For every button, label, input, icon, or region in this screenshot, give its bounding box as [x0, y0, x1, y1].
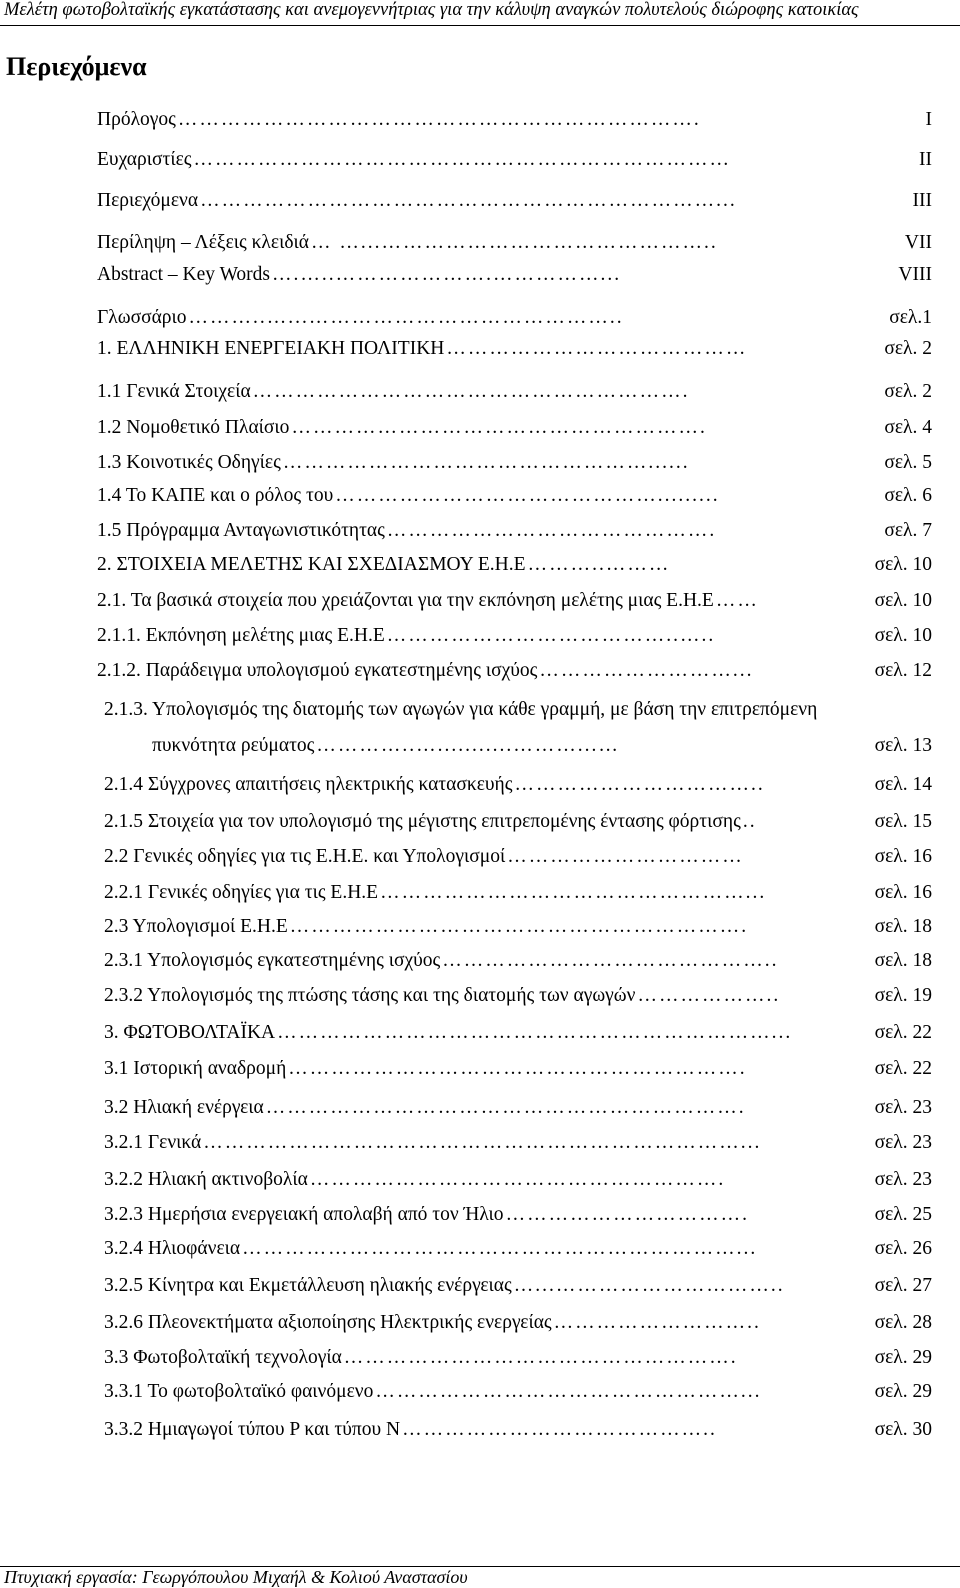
toc-entry-label: 3.2.4 Ηλιοφάνεια: [104, 1238, 241, 1259]
toc-entry-leader: …………………………….: [505, 1204, 749, 1225]
toc-entry: [97, 380, 932, 404]
toc-entry: [97, 484, 932, 508]
toc-entry-label: 3.2.6 Πλεονεκτήματα αξιοποίησης Ηλεκτρικής ενεργείας: [104, 1312, 552, 1333]
toc-entry-leader: ….…..………………….……………...: [272, 264, 622, 285]
toc-entry-leader: ……………………………..: [514, 774, 765, 795]
toc-entry: [104, 1057, 932, 1081]
toc-entry: [104, 1131, 932, 1155]
toc-entry-leader: ……………………………………………….: [343, 1347, 738, 1368]
toc-entry: [104, 1021, 932, 1045]
toc-entry-leader: ………………………………………………………….: [265, 1097, 746, 1118]
footer-text: Πτυχιακή εργασία: Γεωργόπουλου Μιχαήλ & Κολιού Αναστασίου: [4, 1567, 468, 1587]
toc-entry-page: σελ. 22: [874, 1058, 932, 1079]
toc-entry-leader: ………………………………………………….: [309, 1169, 726, 1190]
toc-entry: [97, 553, 932, 577]
toc-entry-label: 1.1 Γενικά Στοιχεία: [97, 381, 251, 402]
toc-entry-label: 2.1.2. Παράδειγμα υπολογισμού εγκατεστημένης ισχύος: [97, 660, 538, 681]
toc-entry-label: 3.1 Ιστορική αναδρομή: [104, 1058, 287, 1079]
toc-entry-label: Περίληψη – Λέξεις κλειδιά: [97, 232, 309, 253]
toc-entry: [97, 231, 932, 255]
toc-entry-page: σελ. 29: [874, 1381, 932, 1402]
toc-entry-leader: ……………………………………………………………...: [277, 1022, 793, 1043]
toc-entry: [97, 589, 932, 613]
toc-entry-page: σελ. 19: [874, 985, 932, 1006]
toc-entry-leader: ……………………………………: [446, 338, 748, 359]
toc-entry-label: 2.1.3. Υπολογισμός της διατομής των αγωγών για κάθε γραμμή, με βάση την επιτρεπόμενη: [104, 699, 818, 720]
toc-entry: [97, 108, 932, 132]
toc-entry: [97, 519, 932, 543]
toc-entry-page: σελ. 27: [874, 1275, 932, 1296]
toc-entry-page: σελ. 23: [874, 1097, 932, 1118]
toc-entry-page: σελ. 16: [874, 846, 932, 867]
toc-entry-label: 1.3 Κοινοτικές Οδηγίες: [97, 452, 281, 473]
toc-entry-page: σελ. 13: [874, 735, 932, 756]
toc-entry: [152, 734, 932, 758]
toc-entry-leader: …………..…...........………...…: [316, 735, 620, 756]
toc-entry-page: σελ. 12: [874, 660, 932, 681]
toc-entry-label: Περιεχόμενα: [97, 190, 199, 211]
toc-entry: [97, 148, 932, 172]
toc-entry-label: 2.1. Τα βασικά στοιχεία που χρειάζονται για την εκπόνηση μελέτης μιας Ε.Η.Ε: [97, 590, 714, 611]
toc-entry-label: Abstract – Key Words: [97, 264, 270, 285]
header-text: Μελέτη φωτοβολταϊκής εγκατάστασης και ανεμογεννήτριας για την κάλυψη αναγκών πολυτελούς διώροφης κατοικίας: [4, 0, 859, 20]
toc-entry-page: σελ. 22: [874, 1022, 932, 1043]
toc-entry-page: σελ. 28: [874, 1312, 932, 1333]
toc-entry-leader: ……………………………………………………………….: [177, 109, 701, 130]
toc-entry: [104, 1346, 932, 1370]
toc-entry-leader: …………………………………………………….: [252, 381, 690, 402]
toc-entry-leader: ……………………………………..: [402, 1419, 717, 1440]
toc-entry: [97, 624, 932, 648]
toc-entry: [104, 1237, 932, 1261]
toc-entry-page: σελ. 23: [874, 1132, 932, 1153]
toc-entry-label: 2.3.2 Υπολογισμός της πτώσης τάσης και της διατομής των αγωγών: [104, 985, 636, 1006]
toc-entry-leader: ………………………………………..: [442, 950, 779, 971]
page-header: [0, 0, 960, 32]
toc-entry-leader: ………..………: [527, 554, 671, 575]
toc-entry: [97, 189, 932, 213]
toc-entry-page: σελ. 30: [874, 1419, 932, 1440]
toc-entry-label: 3.3.1 Το φωτοβολταϊκό φαινόμενο: [104, 1381, 374, 1402]
toc-entry: [104, 984, 932, 1008]
toc-entry-label: Πρόλογος: [97, 109, 176, 130]
toc-entry-label: 2.3.1 Υπολογισμός εγκατεστημένης ισχύος: [104, 950, 441, 971]
toc-entry-label: 3.3 Φωτοβολταϊκή τεχνολογία: [104, 1347, 342, 1368]
header-divider: [0, 25, 960, 26]
toc-entry-leader: …………………………………………………………………...: [203, 1132, 762, 1153]
toc-entry: [104, 810, 932, 834]
toc-entry-leader: ……………………………………………………….: [288, 1058, 747, 1079]
toc-entry-leader: ………………………..: [553, 1312, 761, 1333]
toc-entry-leader: ……………………………: [507, 846, 744, 867]
toc-entry: [97, 306, 932, 330]
toc-entry: [104, 1418, 932, 1442]
toc-entry: [97, 416, 932, 440]
toc-entry: [97, 263, 932, 287]
toc-entry-label: 2.1.5 Στοιχεία για τον υπολογισμό της μέγιστης επιτρεπομένης έντασης φόρτισης: [104, 811, 741, 832]
page-title: Περιεχόμενα: [6, 52, 147, 81]
toc-entry: [104, 881, 932, 905]
toc-entry-leader: ………………………...: [539, 660, 754, 681]
toc-entry-page: σελ. 2: [884, 338, 932, 359]
toc-entry-leader: ……………………………………….........: [335, 485, 720, 506]
toc-entry: [104, 915, 932, 939]
toc-entry-label: 1.2 Νομοθετικό Πλαίσιο: [97, 417, 290, 438]
page-footer: [4, 1567, 468, 1588]
toc-entry: [104, 698, 932, 722]
toc-entry-label: 2.2.1 Γενικές οδηγίες για τις Ε.Η.Ε: [104, 882, 379, 903]
toc-entry-label: 3. ΦΩΤΟΒΟΛΤΑΪΚΑ: [104, 1022, 276, 1043]
toc-entry-leader: ……: [715, 590, 759, 611]
toc-entry-leader: ………………………………………………….: [291, 417, 707, 438]
toc-entry-label: 2. ΣΤΟΙΧΕΙΑ ΜΕΛΕΤΗΣ ΚΑΙ ΣΧΕΔΙΑΣΜΟΥ Ε.Η.Ε: [97, 554, 526, 575]
toc-entry-leader: …………………………………..…..: [386, 625, 716, 646]
toc-entry-page: σελ. 6: [884, 485, 932, 506]
toc-entry-label: πυκνότητα ρεύματος: [152, 735, 315, 756]
toc-entry-page: σελ. 4: [884, 417, 932, 438]
toc-entry: [97, 451, 932, 475]
toc-entry: [104, 1311, 932, 1335]
toc-entry: [104, 773, 932, 797]
toc-entry-label: 3.2.2 Ηλιακή ακτινοβολία: [104, 1169, 308, 1190]
toc-entry: [104, 845, 932, 869]
toc-entry-label: 1.5 Πρόγραμμα Ανταγωνιστικότητας: [97, 520, 385, 541]
toc-entry-label: 2.1.4 Σύγχρονες απαιτήσεις ηλεκτρικής κατασκευής: [104, 774, 513, 795]
toc-entry: [97, 659, 932, 683]
toc-entry-page: II: [919, 149, 932, 170]
toc-entry-leader: ……………………………………………………….: [289, 916, 749, 937]
toc-entry-page: σελ. 10: [874, 625, 932, 646]
toc-entry-leader: ……………………………………………......: [282, 452, 690, 473]
toc-entry-label: 3.2.5 Κίνητρα και Εκμετάλλευση ηλιακής ενέργειας: [104, 1275, 512, 1296]
toc-entry-label: 1. ΕΛΛΗΝΙΚΗ ΕΝΕΡΓΕΙΑΚΗ ΠΟΛΙΤΙΚΗ: [97, 338, 445, 359]
toc-entry-page: σελ. 23: [874, 1169, 932, 1190]
toc-entry-page: III: [912, 190, 932, 211]
toc-entry-leader: …………………………………………………………………: [193, 149, 731, 170]
toc-entry-label: Γλωσσάριο: [97, 307, 187, 328]
toc-entry-label: 3.3.2 Ημιαγωγοί τύπου P και τύπου N: [104, 1419, 401, 1440]
toc-entry-page: σελ. 29: [874, 1347, 932, 1368]
toc-entry-label: 3.2.1 Γενικά: [104, 1132, 202, 1153]
toc-entry-label: 3.2.3 Ημερήσια ενεργειακή απολαβή από τον Ήλιο: [104, 1204, 504, 1225]
toc-entry-label: Ευχαριστίες: [97, 149, 192, 170]
toc-entry: [104, 1168, 932, 1192]
toc-entry-page: I: [925, 109, 932, 130]
toc-entry-leader: ……………………………………………...: [375, 1381, 762, 1402]
toc-entry: [97, 337, 932, 361]
toc-entry-page: σελ. 15: [874, 811, 932, 832]
toc-entry-leader: ………………………………………………………………...: [200, 190, 737, 211]
toc-entry: [104, 949, 932, 973]
toc-entry-page: σελ. 14: [874, 774, 932, 795]
toc-entry-page: σελ. 10: [874, 590, 932, 611]
toc-entry-label: 2.3 Υπολογισμοί Ε.Η.Ε: [104, 916, 288, 937]
toc-entry-page: VIII: [898, 264, 932, 285]
toc-entry-page: σελ. 18: [874, 916, 932, 937]
toc-entry: [104, 1096, 932, 1120]
toc-entry-leader: ..: [742, 811, 757, 832]
toc-entry-label: 2.2 Γενικές οδηγίες για τις Ε.Η.Ε. και Υπολογισμοί: [104, 846, 506, 867]
toc-entry: [104, 1274, 932, 1298]
toc-entry-label: 3.2 Ηλιακή ενέργεια: [104, 1097, 264, 1118]
toc-entry-leader: ………………..: [637, 985, 781, 1006]
toc-entry: [104, 1380, 932, 1404]
toc-entry-leader: …...…………………………..: [513, 1275, 785, 1296]
toc-entry-leader: … …...………………………………………..: [310, 232, 718, 253]
toc-entry: [104, 1203, 932, 1227]
toc-entry-leader: ……………………………………….: [386, 520, 717, 541]
toc-entry-page: σελ. 10: [874, 554, 932, 575]
toc-entry-label: 2.1.1. Εκπόνηση μελέτης μιας Ε.Η.Ε: [97, 625, 385, 646]
toc-entry-page: VII: [904, 232, 932, 253]
toc-entry-page: σελ. 2: [884, 381, 932, 402]
toc-entry-page: σελ.1: [889, 307, 932, 328]
toc-entry-page: σελ. 16: [874, 882, 932, 903]
toc-entry-leader: ……………………………………………………………...: [242, 1238, 758, 1259]
toc-entry-page: σελ. 18: [874, 950, 932, 971]
toc-entry-page: σελ. 25: [874, 1204, 932, 1225]
toc-entry-leader: ……………………………………………...: [380, 882, 767, 903]
toc-entry-page: σελ. 5: [884, 452, 932, 473]
toc-entry-leader: ………..…...……………………………………..: [188, 307, 624, 328]
toc-entry-page: σελ. 7: [884, 520, 932, 541]
toc-entry-label: 1.4 Το ΚΑΠΕ και ο ρόλος του: [97, 485, 334, 506]
toc-entry-page: σελ. 26: [874, 1238, 932, 1259]
